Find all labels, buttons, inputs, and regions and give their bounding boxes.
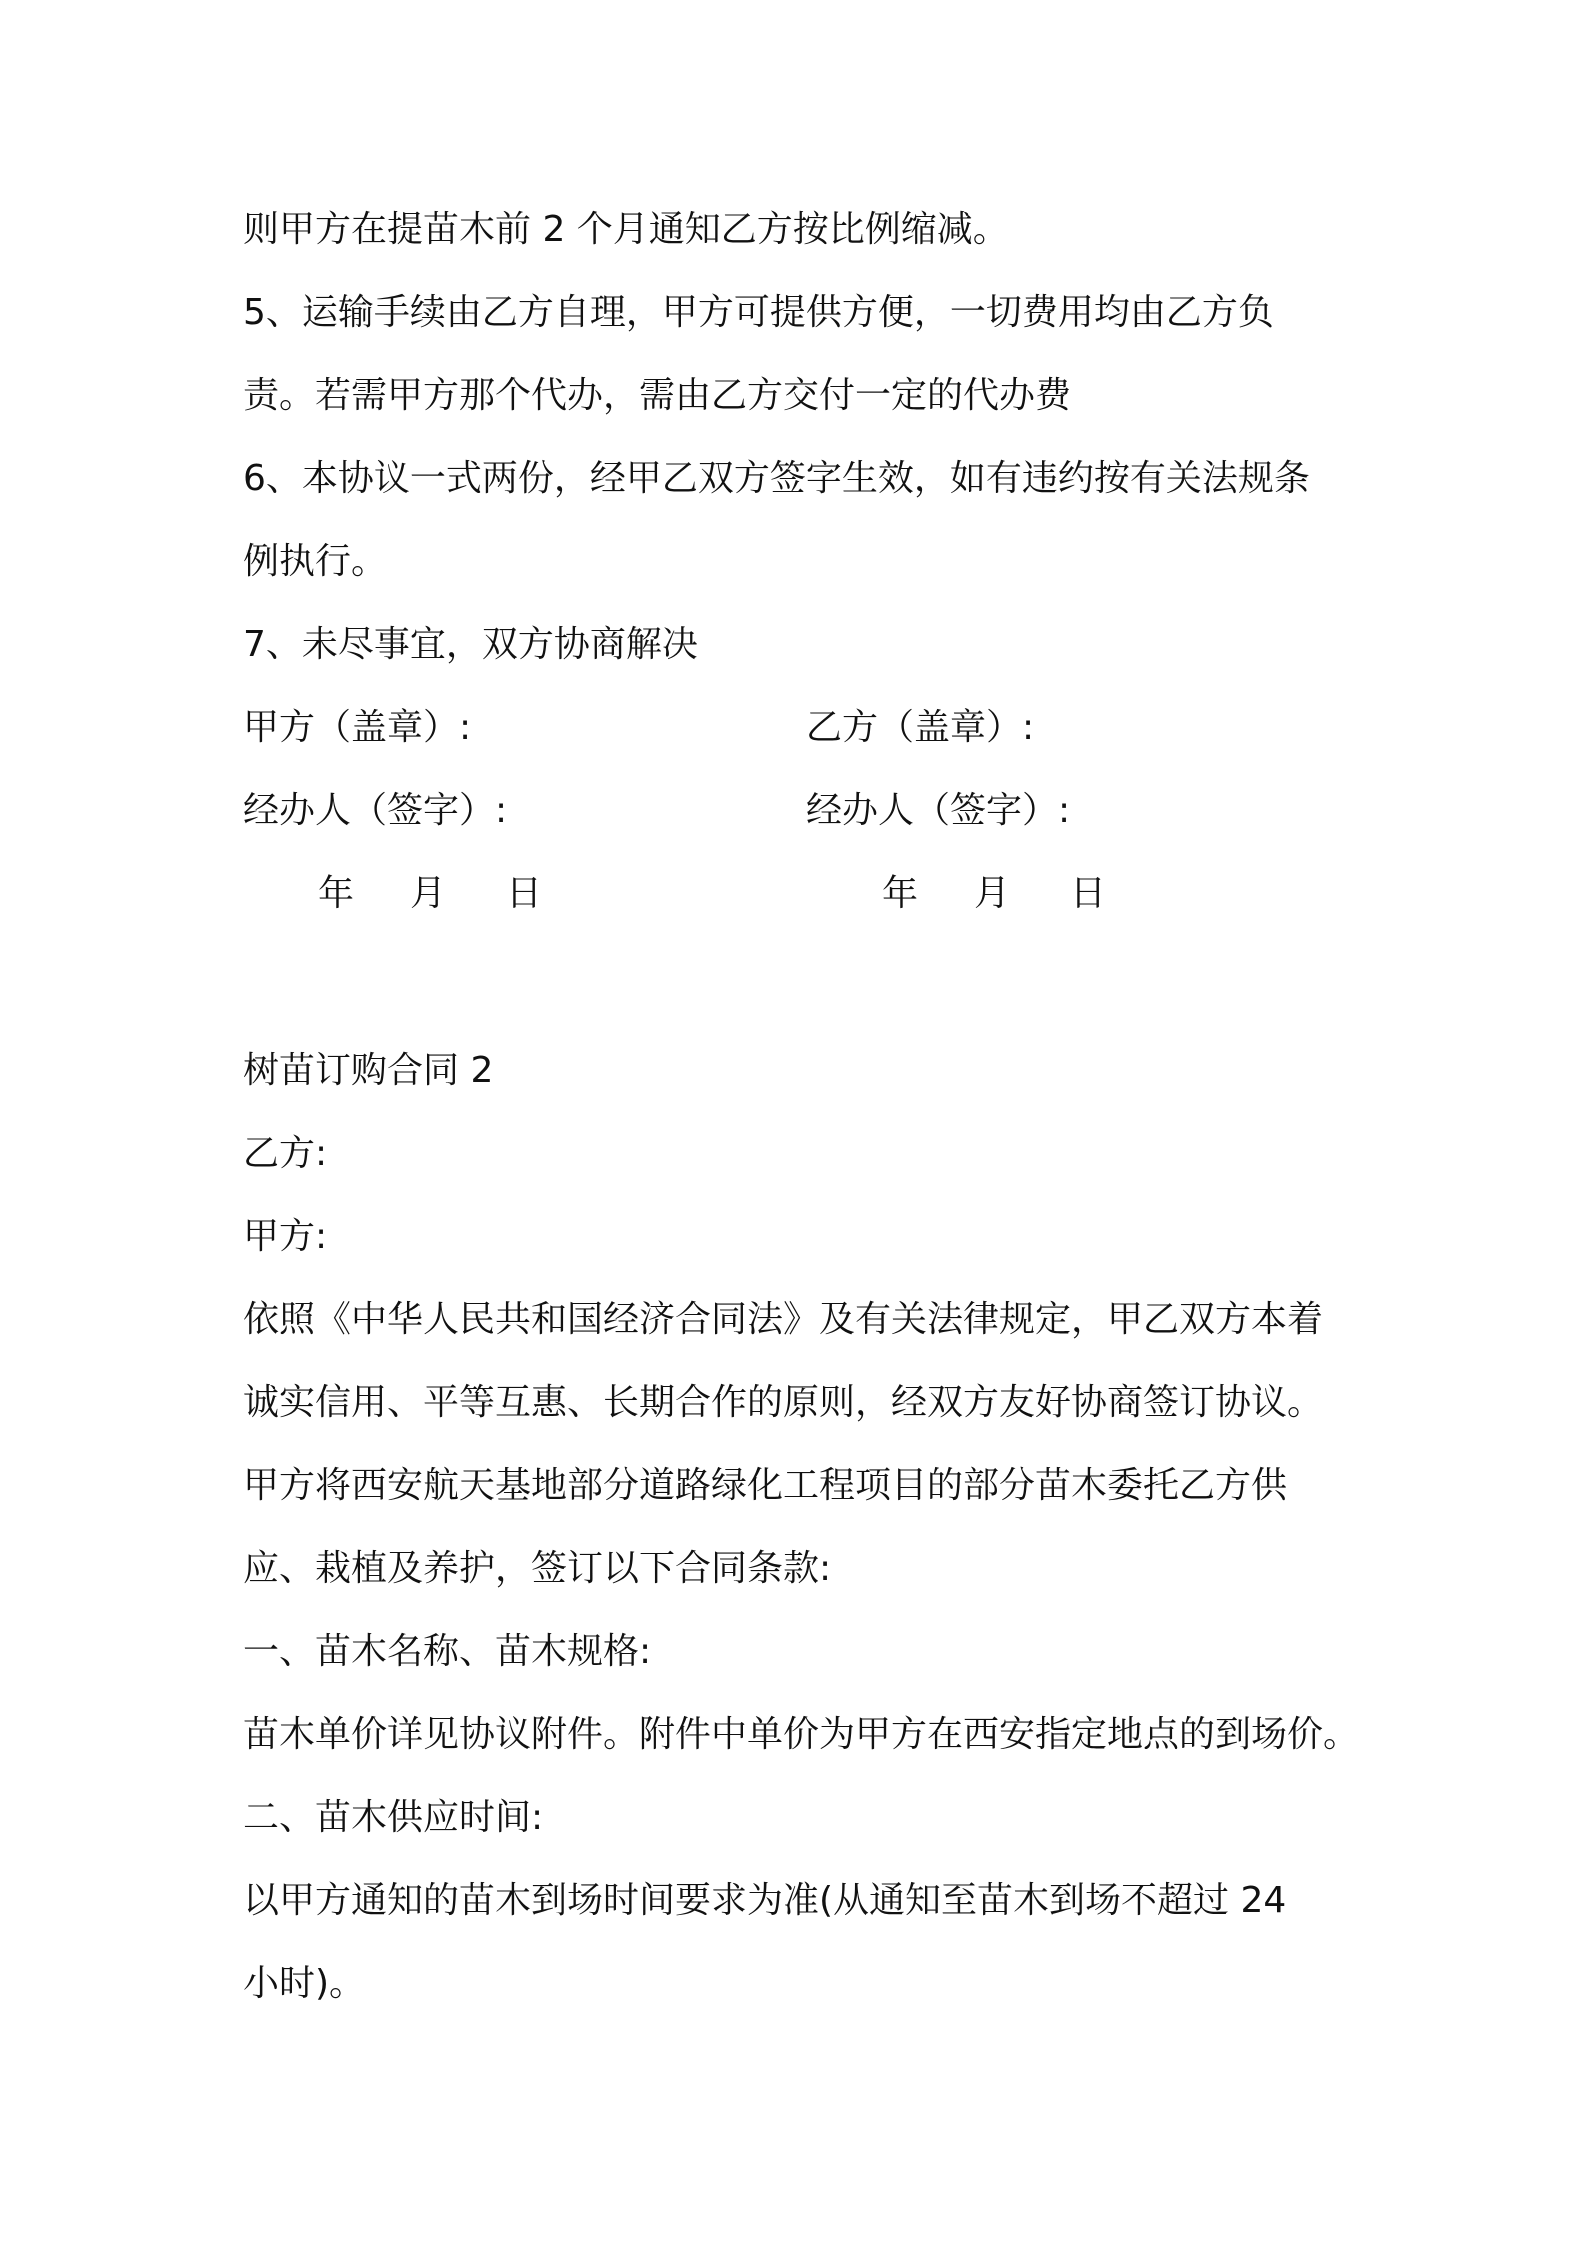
clause-6-line-2: 例执行。 — [243, 541, 388, 582]
clause-4-continuation: 则甲方在提苗木前 2 个月通知乙方按比例缩减。 — [243, 209, 1009, 250]
heading-2-body-line-2: 小时)。 — [243, 1963, 366, 2004]
party-b-date-year: 年 — [882, 873, 919, 914]
contract-2-title: 树苗订购合同 2 — [243, 1050, 494, 1091]
contract-2-party-b: 乙方: — [243, 1133, 328, 1174]
clause-7: 7、未尽事宜，双方协商解决 — [243, 624, 698, 665]
party-a-date-day: 日 — [506, 873, 543, 914]
preamble-line-2: 诚实信用、平等互惠、长期合作的原则，经双方友好协商签订协议。 — [243, 1382, 1324, 1423]
clause-5-line-2: 责。若需甲方那个代办，需由乙方交付一定的代办费 — [243, 375, 1072, 416]
party-b-date-day: 日 — [1070, 873, 1107, 914]
heading-1-species-spec: 一、苗木名称、苗木规格: — [243, 1631, 652, 1672]
preamble-line-3: 甲方将西安航天基地部分道路绿化工程项目的部分苗木委托乙方供 — [243, 1465, 1288, 1506]
clause-6-line-1: 6、本协议一式两份，经甲乙双方签字生效，如有违约按有关法规条 — [243, 458, 1310, 499]
heading-2-supply-time: 二、苗木供应时间: — [243, 1797, 544, 1838]
contract-2-party-a: 甲方: — [243, 1216, 328, 1257]
party-a-seal-label: 甲方（盖章）: — [243, 707, 472, 748]
heading-2-body-line-1: 以甲方通知的苗木到场时间要求为准(从通知至苗木到场不超过 24 — [243, 1880, 1287, 1921]
party-b-seal-label: 乙方（盖章）: — [806, 707, 1035, 748]
party-b-agent-label: 经办人（签字）: — [806, 790, 1071, 831]
preamble-line-4: 应、栽植及养护，签订以下合同条款: — [243, 1548, 832, 1589]
party-b-date-month: 月 — [974, 873, 1011, 914]
heading-1-body: 苗木单价详见协议附件。附件中单价为甲方在西安指定地点的到场价。 — [243, 1714, 1360, 1755]
party-a-agent-label: 经办人（签字）: — [243, 790, 508, 831]
clause-5-line-1: 5、运输手续由乙方自理，甲方可提供方便，一切费用均由乙方负 — [243, 292, 1274, 333]
preamble-line-1: 依照《中华人民共和国经济合同法》及有关法律规定，甲乙双方本着 — [243, 1299, 1324, 1340]
party-a-date-month: 月 — [410, 873, 447, 914]
party-a-date-year: 年 — [318, 873, 355, 914]
